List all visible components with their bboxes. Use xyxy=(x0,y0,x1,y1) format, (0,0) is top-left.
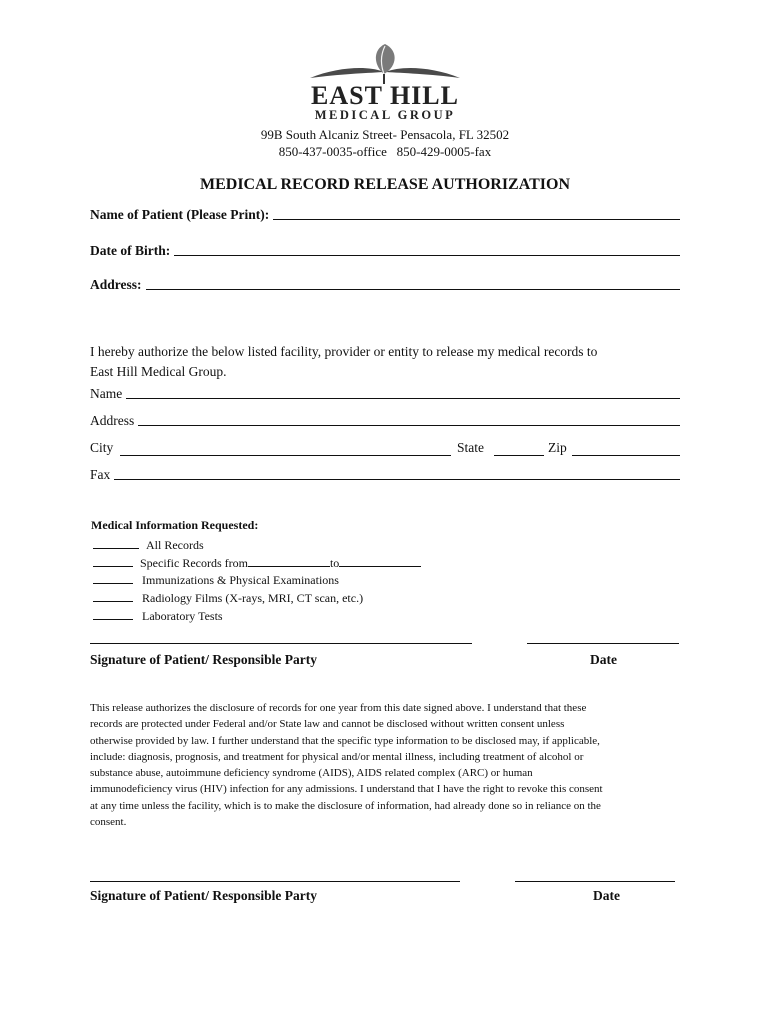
patient-address-line[interactable] xyxy=(146,289,680,290)
date-2-label: Date xyxy=(593,888,620,903)
immunizations-label: Immunizations & Physical Examinations xyxy=(142,573,339,587)
signature-2-label: Signature of Patient/ Responsible Party xyxy=(90,888,317,903)
all-records-blank[interactable] xyxy=(93,538,139,549)
laboratory-option[interactable] xyxy=(93,609,223,624)
facility-address-label: Address xyxy=(90,413,135,428)
date-2-line[interactable] xyxy=(515,881,675,882)
state-line[interactable] xyxy=(494,455,544,456)
legal-line: otherwise provided by law. I further understand that the specific type information to be disclosed may, if applicable, xyxy=(90,734,600,747)
immunizations-option[interactable] xyxy=(93,573,339,588)
patient-name-line[interactable] xyxy=(273,219,680,220)
date-1-label: Date xyxy=(590,652,617,667)
leaf-logo-icon xyxy=(280,40,490,86)
zip-line[interactable] xyxy=(572,455,680,456)
laboratory-label: Laboratory Tests xyxy=(142,609,223,623)
date-1-line[interactable] xyxy=(527,643,679,644)
page-title: MEDICAL RECORD RELEASE AUTHORIZATION xyxy=(200,176,570,193)
patient-name-field[interactable] xyxy=(90,207,680,223)
legal-line: immunodeficiency virus (HIV) infection for any admissions. I understand that I have the right to revoke this consent xyxy=(90,783,603,796)
patient-address-label: Address: xyxy=(90,277,142,292)
patient-name-label: Name of Patient (Please Print): xyxy=(90,207,270,222)
facility-name-line[interactable] xyxy=(126,398,680,399)
facility-name-label: Name xyxy=(90,386,123,401)
facility-fax-line[interactable] xyxy=(114,479,680,480)
radiology-blank[interactable] xyxy=(93,591,133,602)
logo-name: EAST HILL xyxy=(311,81,459,110)
legal-line: substance abuse, autoimmune deficiency syndrome (AIDS), AIDS related complex (ARC) or human xyxy=(90,767,533,780)
specific-records-option[interactable] xyxy=(93,556,421,571)
facility-fax-field[interactable] xyxy=(90,467,680,483)
legal-line: at any time unless the facility, which is to make the disclosure of information, had already done so in reliance on the xyxy=(90,799,601,812)
specific-records-blank[interactable] xyxy=(93,556,133,567)
facility-name-field[interactable] xyxy=(90,386,680,402)
signature-2-line[interactable] xyxy=(90,881,460,882)
legal-disclosure-text xyxy=(90,700,684,830)
legal-line: records are protected under Federal and/or State law and cannot be disclosed without written consent unless xyxy=(90,718,565,731)
authorization-text xyxy=(90,342,690,382)
legal-line: include: diagnosis, prognosis, and treatment for physical and/or mental illness, including treatment of alcohol or xyxy=(90,750,584,763)
radiology-label: Radiology Films (X-rays, MRI, CT scan, etc.) xyxy=(142,591,364,605)
facility-fax-label: Fax xyxy=(90,467,111,482)
zip-label: Zip xyxy=(548,440,567,455)
all-records-label: All Records xyxy=(146,538,204,552)
medical-info-heading: Medical Information Requested: xyxy=(91,518,259,532)
patient-address-field[interactable] xyxy=(90,277,680,293)
specific-to-label: to xyxy=(329,556,340,570)
signature-1-label: Signature of Patient/ Responsible Party xyxy=(90,652,317,667)
city-label: City xyxy=(90,440,114,455)
dob-field[interactable] xyxy=(90,243,680,259)
legal-line: consent. xyxy=(90,816,127,829)
dob-line[interactable] xyxy=(174,255,680,256)
facility-address-line[interactable] xyxy=(138,425,680,426)
specific-to-date-blank[interactable] xyxy=(339,556,421,567)
authorization-line-2: East Hill Medical Group. xyxy=(90,364,227,379)
specific-from-date-blank[interactable] xyxy=(248,556,330,567)
all-records-option[interactable] xyxy=(93,538,204,553)
laboratory-blank[interactable] xyxy=(93,609,133,620)
authorization-line-1: I hereby authorize the below listed facility, provider or entity to release my medical records to xyxy=(90,344,598,359)
clinic-phone: 850-437-0035-office 850-429-0005-fax xyxy=(278,144,492,159)
city-line[interactable] xyxy=(120,455,451,456)
immunizations-blank[interactable] xyxy=(93,573,133,584)
specific-from-label: Specific Records from xyxy=(140,556,248,570)
facility-address-field[interactable] xyxy=(90,413,680,429)
state-label: State xyxy=(457,440,484,455)
signature-1-line[interactable] xyxy=(90,643,472,644)
clinic-address: 99B South Alcaniz Street- Pensacola, FL 32502 xyxy=(260,127,510,142)
radiology-option[interactable] xyxy=(93,591,363,606)
east-hill-logo xyxy=(280,40,490,122)
legal-line: This release authorizes the disclosure of records for one year from this date signed above. I understand that these xyxy=(90,702,587,714)
logo-subtitle: MEDICAL GROUP xyxy=(314,108,456,122)
dob-label: Date of Birth: xyxy=(90,243,171,258)
